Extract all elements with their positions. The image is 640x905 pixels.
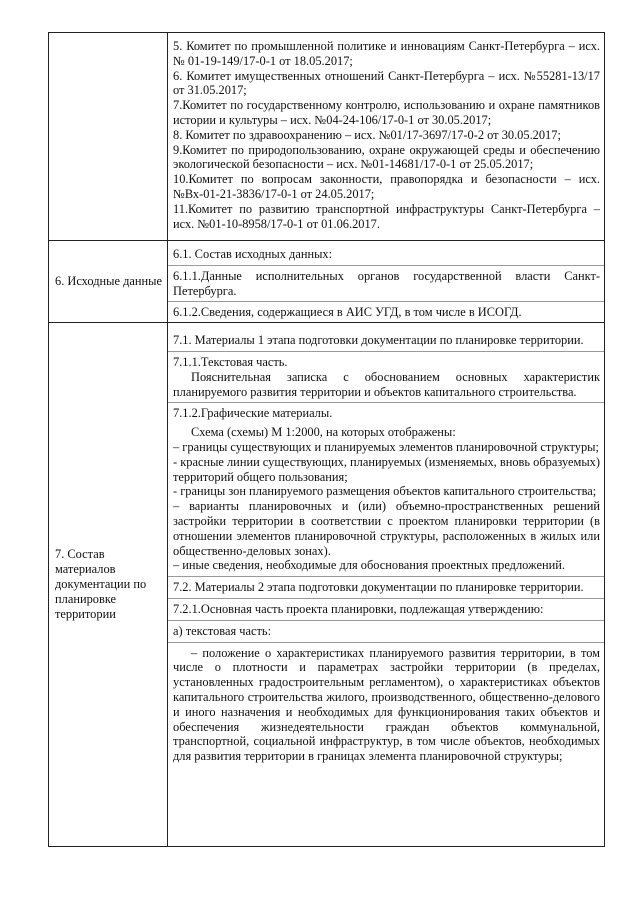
section-6-1-1: 6.1.1.Данные исполнительных органов государственной власти Санкт-Петербурга. [173,268,600,298]
committee-item-7: 7.Комитет по государственному контролю, использованию и охране памятников истории и культуры – исх. №04-24-106/17-0-1 от 30.05.2017; [173,98,600,127]
scheme-item-variants: – варианты планировочных и (или) объемно-пространственных решений застройки территории в соответствии с проектом планировки территории (в отношении элементов планировочной структуры, расположенных в жилых или общественно-деловых зонах). [173,499,600,558]
committee-item-6: 6. Комитет имущественных отношений Санкт-Петербурга – исх. №55281-13/17 от 31.05.2017; [173,68,600,98]
committee-item-11: 11.Комитет по развитию транспортной инфраструктуры Санкт-Петербурга – исх. №01-10-8958/17-0-1 от 01.06.2017. [173,201,600,231]
committee-item-10: 10.Комитет по вопросам законности, правопорядка и безопасности – исх. №Вх-01-21-3836/17-0-1 от 24.05.2017; [173,172,600,201]
scheme-item-red-lines: - красные линии существующих, планируемых (изменяемых, вновь образуемых) территорий общего пользования; [173,454,600,484]
section-6-1: 6.1. Состав исходных данных: [173,247,333,261]
scheme-item-zones: - границы зон планируемого размещения объектов капитального строительства; [173,484,597,499]
section-6-1-2: 6.1.2.Сведения, содержащиеся в АИС УГД, в том числе в ИСОГД. [173,305,522,320]
table-row [49,323,605,847]
row-divider [168,402,604,403]
committee-item-5: 5. Комитет по промышленной политике и инновациям Санкт-Петербурга – исх. № 01-19-149/17-0-1 от 18.05.2017; [173,39,600,68]
requirements-table [48,32,605,847]
section-7-1: 7.1. Материалы 1 этапа подготовки документации по планировке территории. [173,333,584,348]
row-divider [168,620,604,621]
row-divider [168,598,604,599]
explanatory-note: Пояснительная записка с обоснованием основных характеристик планируемого развития территории и объектов капитального строительства. [173,369,600,399]
text-part-heading: а) текстовая часть: [173,623,272,638]
scheme-item-other: – иные сведения, необходимые для обоснования проектных предложений. [173,558,565,573]
row-divider [168,351,604,352]
row-content-cell [168,33,605,241]
row-divider [168,576,604,577]
row-label-cell [49,241,168,323]
scheme-item-boundaries: – границы существующих и планируемых элементов планировочной структуры; [173,439,599,454]
schemes-intro: Схема (схемы) М 1:2000, на которых отображены: [191,425,456,440]
section-7-2: 7.2. Материалы 2 этапа подготовки документации по планировке территории. [173,580,584,595]
committee-item-8: 8. Комитет по здравоохранению – исх. №01/17-3697/17-0-2 от 30.05.2017; [173,127,561,142]
section-7-2-1: 7.2.1.Основная часть проекта планировки, подлежащая утверждению: [173,601,544,616]
section-7-1-1: 7.1.1.Текстовая часть. [173,354,288,369]
provision-paragraph: – положение о характеристиках планируемого развития территории, в том числе о плотности и параметрах застройки территории (в пределах, установленных градостроительным регламентом), о характеристиках объектов капитального строительства жилого, производственного, общественно-делового и иного назначения и необходимых для функционирования таких объектов и обеспечения жизнедеятельности граждан объектов коммунальной, транспортной, социальной инфраструктур, в том числе объектов, необходимых для развития территории в границах элемента планировочной структуры; [173,645,600,764]
row-content-cell [168,241,605,323]
row-content-cell [168,323,605,847]
table-row [49,33,605,241]
section-7-1-2: 7.1.2.Графические материалы. [173,406,333,421]
row-label-cell [49,33,168,241]
table-row [49,241,605,323]
row-label-materials: 7. Состав материалов документации по планировке территории [55,547,147,622]
row-divider [168,265,604,266]
row-label-initial-data: 6. Исходные данные [55,274,162,289]
row-label-cell [49,323,168,847]
committee-item-9: 9.Комитет по природопользованию, охране окружающей среды и обеспечению экологической безопасности – исх. №01-14681/17-0-1 от 25.05.2017; [173,142,600,172]
row-divider [168,301,604,302]
row-divider [168,642,604,643]
